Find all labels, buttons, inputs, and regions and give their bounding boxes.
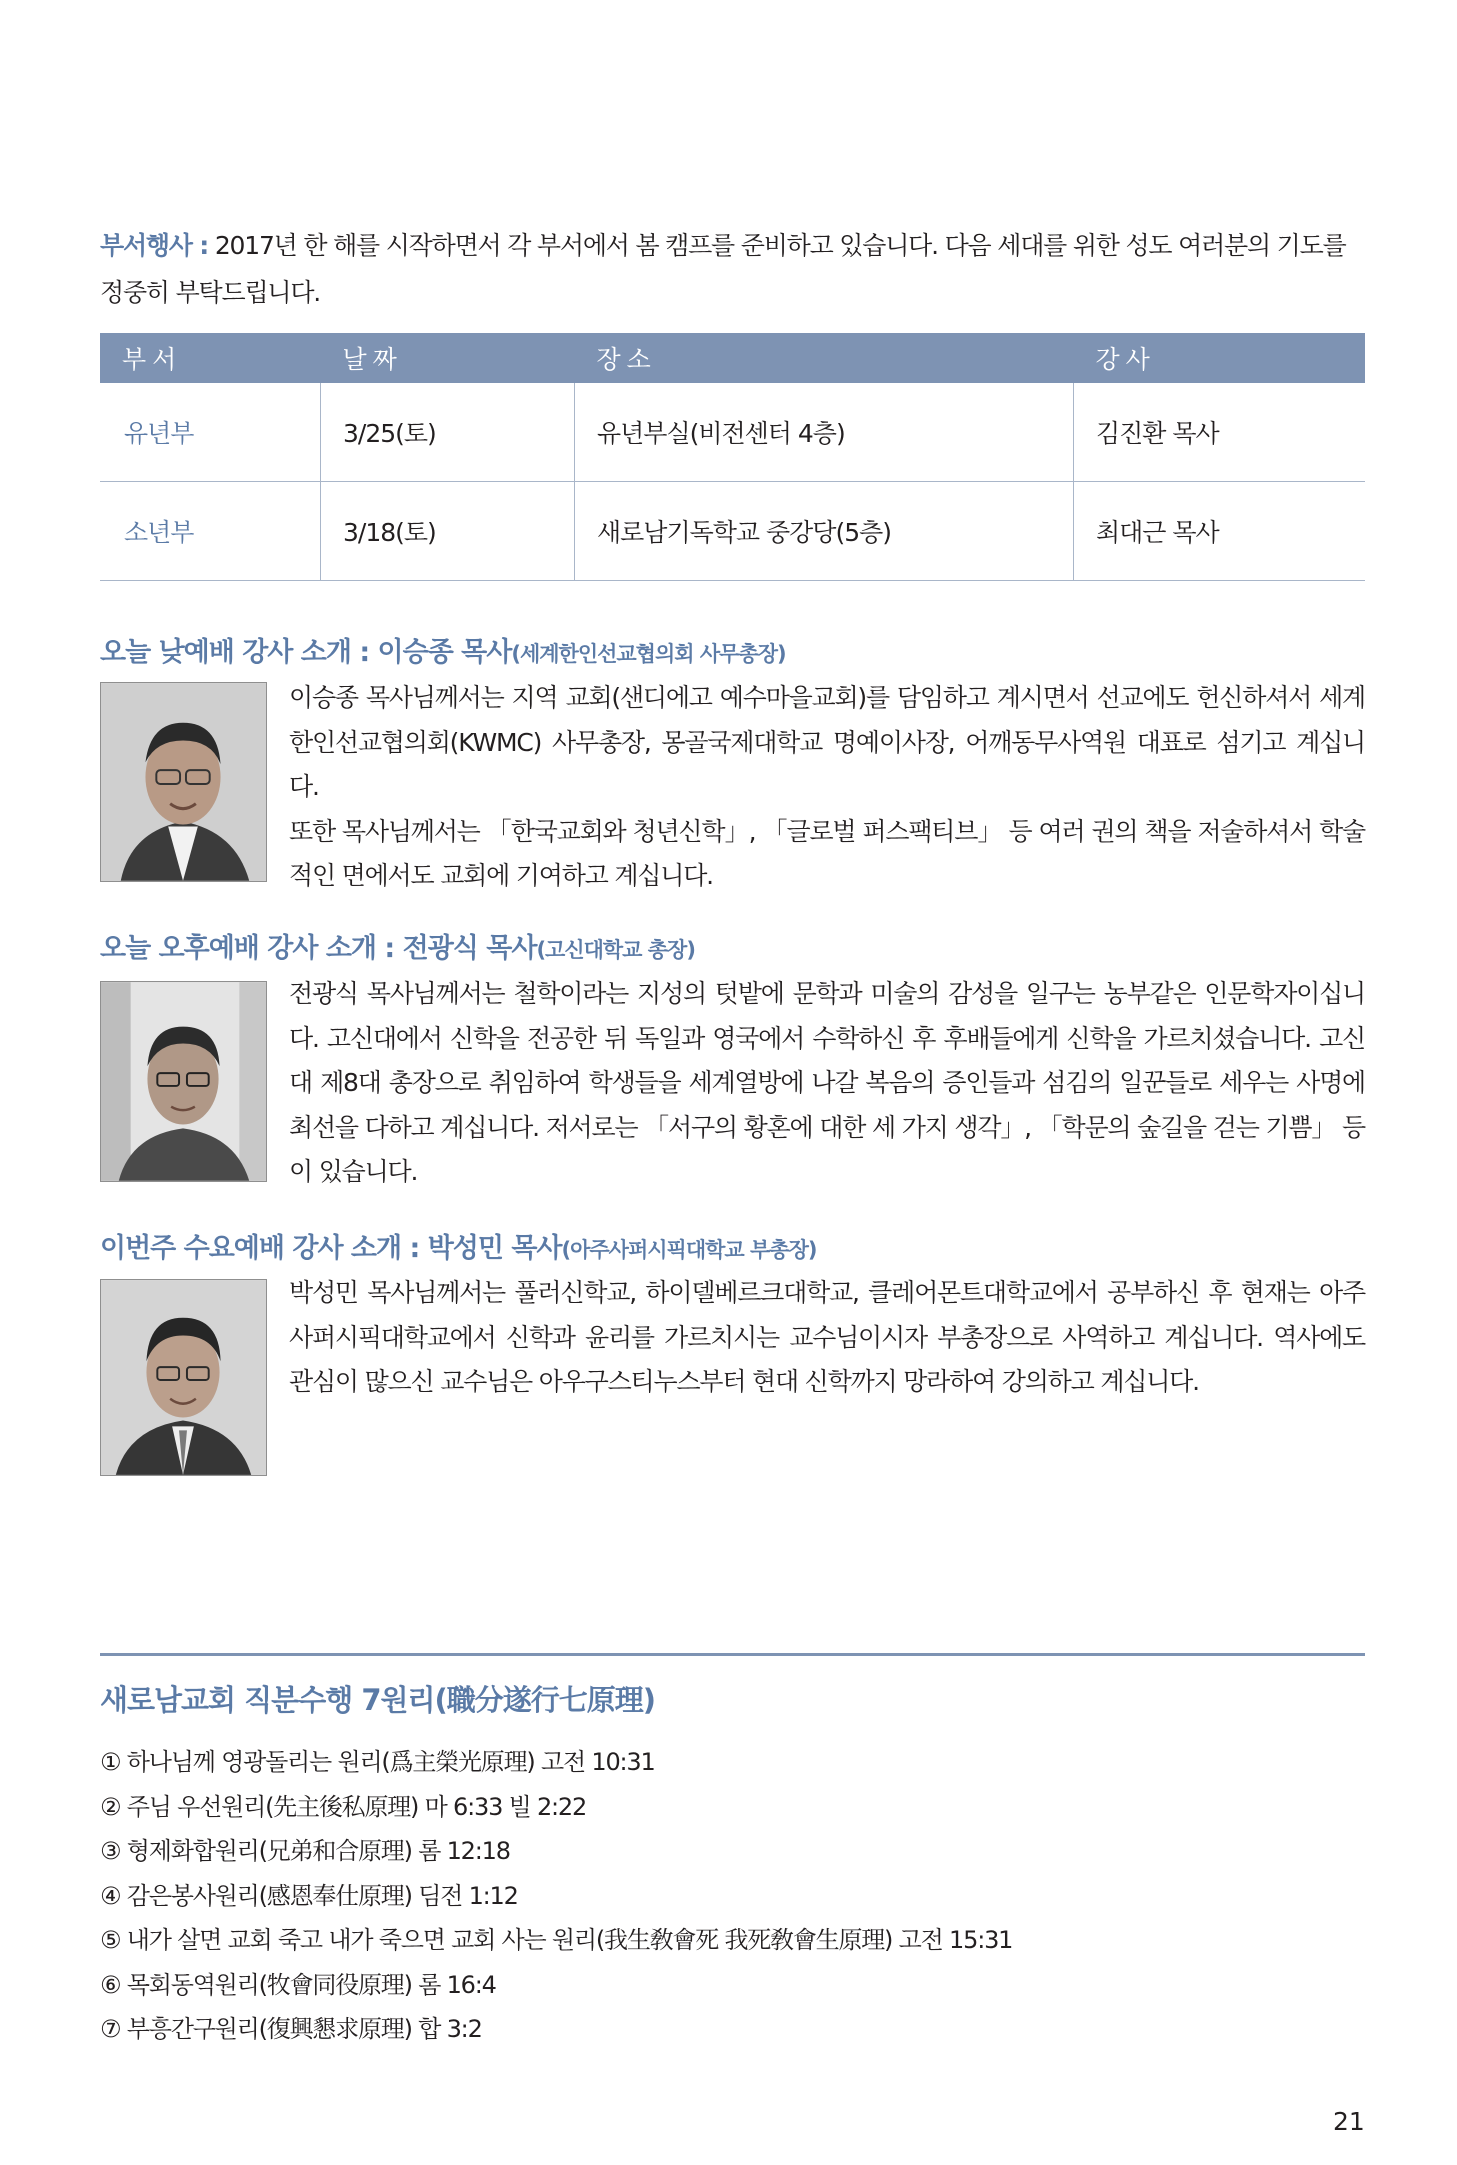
portrait-image [101, 1280, 266, 1475]
speaker-bio-wednesday [289, 1271, 1365, 1405]
cell-location: 새로남기독학교 중강당(5층) [575, 482, 1074, 581]
speaker-photo-wednesday [100, 1279, 267, 1476]
speaker-name: 오늘 낮예배 강사 소개 : 이승종 목사 [100, 637, 512, 668]
cell-department: 소년부 [100, 482, 321, 581]
speaker-bio-morning [289, 676, 1365, 899]
speaker-bio-afternoon [289, 972, 1365, 1195]
list-item: ⑥ 목회동역원리(牧會同役原理) 롬 16:4 [100, 1970, 496, 1999]
portrait-image [101, 683, 266, 881]
speaker-name: 오늘 오후예배 강사 소개 : 전광식 목사 [100, 933, 537, 964]
speaker-photo-morning [100, 682, 267, 882]
speaker-name: 이번주 수요예배 강사 소개 : 박성민 목사 [100, 1233, 562, 1264]
header-date: 날짜 [321, 333, 575, 383]
list-item: ② 주님 우선원리(先主後私原理) 마 6:33 빌 2:22 [100, 1792, 587, 1821]
list-item: ⑦ 부흥간구원리(復興懇求原理) 합 3:2 [100, 2015, 482, 2043]
principles-title: 새로남교회 직분수행 7원리(職分遂行七原理) [100, 1683, 656, 1717]
cell-date: 3/25(토) [321, 383, 575, 482]
department-events-lead: 부서행사 : [100, 231, 209, 260]
cell-speaker: 김진환 목사 [1074, 383, 1366, 482]
page-number: 21 [1333, 2107, 1365, 2136]
header-location: 장소 [575, 333, 1074, 383]
section-divider [100, 1653, 1365, 1656]
cell-date: 3/18(토) [321, 482, 575, 581]
table-row [100, 383, 1365, 482]
speaker-photo-afternoon [100, 981, 267, 1182]
speaker-heading-afternoon [100, 926, 695, 965]
portrait-image [101, 982, 266, 1181]
speaker-heading-wednesday [100, 1226, 816, 1265]
cell-speaker: 최대근 목사 [1074, 482, 1366, 581]
cell-location: 유년부실(비전센터 4층) [575, 383, 1074, 482]
header-speaker: 강사 [1074, 333, 1366, 383]
list-item: ③ 형제화합원리(兄弟和合原理) 롬 12:18 [100, 1837, 510, 1865]
list-item: ① 하나님께 영광돌리는 원리(爲主榮光原理) 고전 10:31 [100, 1748, 655, 1776]
camp-schedule-table [100, 333, 1365, 581]
speaker-affiliation: (세계한인선교협의회 사무총장) [511, 642, 786, 666]
cell-department: 유년부 [100, 383, 321, 482]
speaker-heading-morning [100, 630, 786, 669]
department-events-notice [100, 222, 1365, 316]
list-item: ⑤ 내가 살면 교회 죽고 내가 죽으면 교회 사는 원리(我生敎會死 我死敎會生原理) 고전 15:31 [100, 1926, 1013, 1954]
bio-paragraph: 이승종 목사님께서는 지역 교회(샌디에고 예수마을교회)를 담임하고 계시면서 선교에도 헌신하셔서 세계한인선교협의회(KWMC) 사무총장, 몽골국제대학교 명예이사장, 어깨동무사역원 대표로 섬기고 계십니다. [289, 683, 1365, 801]
speaker-affiliation: (아주사퍼시픽대학교 부총장) [561, 1238, 817, 1262]
bio-paragraph: 전광식 목사님께서는 철학이라는 지성의 텃밭에 문학과 미술의 감성을 일구는 농부같은 인문학자이십니다. 고신대에서 신학을 전공한 뒤 독일과 영국에서 수학하신 후 후배들에게 신학을 가르치셨습니다. 고신대 제8대 총장으로 취임하여 학생들을 세계열방에 나갈 복음의 증인들과 섬김의 일꾼들로 세우는 사명에 최선을 다하고 계십니다. 저서로는 「서구의 황혼에 대한 세 가지 생각」, 「학문의 숲길을 걷는 기쁨」 등이 있습니다. [289, 979, 1365, 1186]
bio-paragraph: 또한 목사님께서는 「한국교회와 청년신학」, 「글로벌 퍼스팩티브」 등 여러 권의 책을 저술하셔서 학술적인 면에서도 교회에 기여하고 계십니다. [289, 816, 1365, 890]
principles-list [100, 1740, 1012, 2052]
bio-paragraph: 박성민 목사님께서는 풀러신학교, 하이델베르크대학교, 클레어몬트대학교에서 공부하신 후 현재는 아주사퍼시픽대학교에서 신학과 윤리를 가르치시는 교수님이시자 부총장으로 사역하고 계십니다. 역사에도 관심이 많으신 교수님은 아우구스티누스부터 현대 신학까지 망라하여 강의하고 계십니다. [289, 1278, 1365, 1396]
header-department: 부서 [100, 333, 321, 383]
list-item: ④ 감은봉사원리(感恩奉仕原理) 딤전 1:12 [100, 1881, 518, 1910]
table-header-row [100, 333, 1365, 383]
department-events-text: 2017년 한 해를 시작하면서 각 부서에서 봄 캠프를 준비하고 있습니다. 다음 세대를 위한 성도 여러분의 기도를 정중히 부탁드립니다. [100, 231, 1346, 307]
speaker-affiliation: (고신대학교 총장) [536, 938, 695, 962]
table-row [100, 482, 1365, 581]
